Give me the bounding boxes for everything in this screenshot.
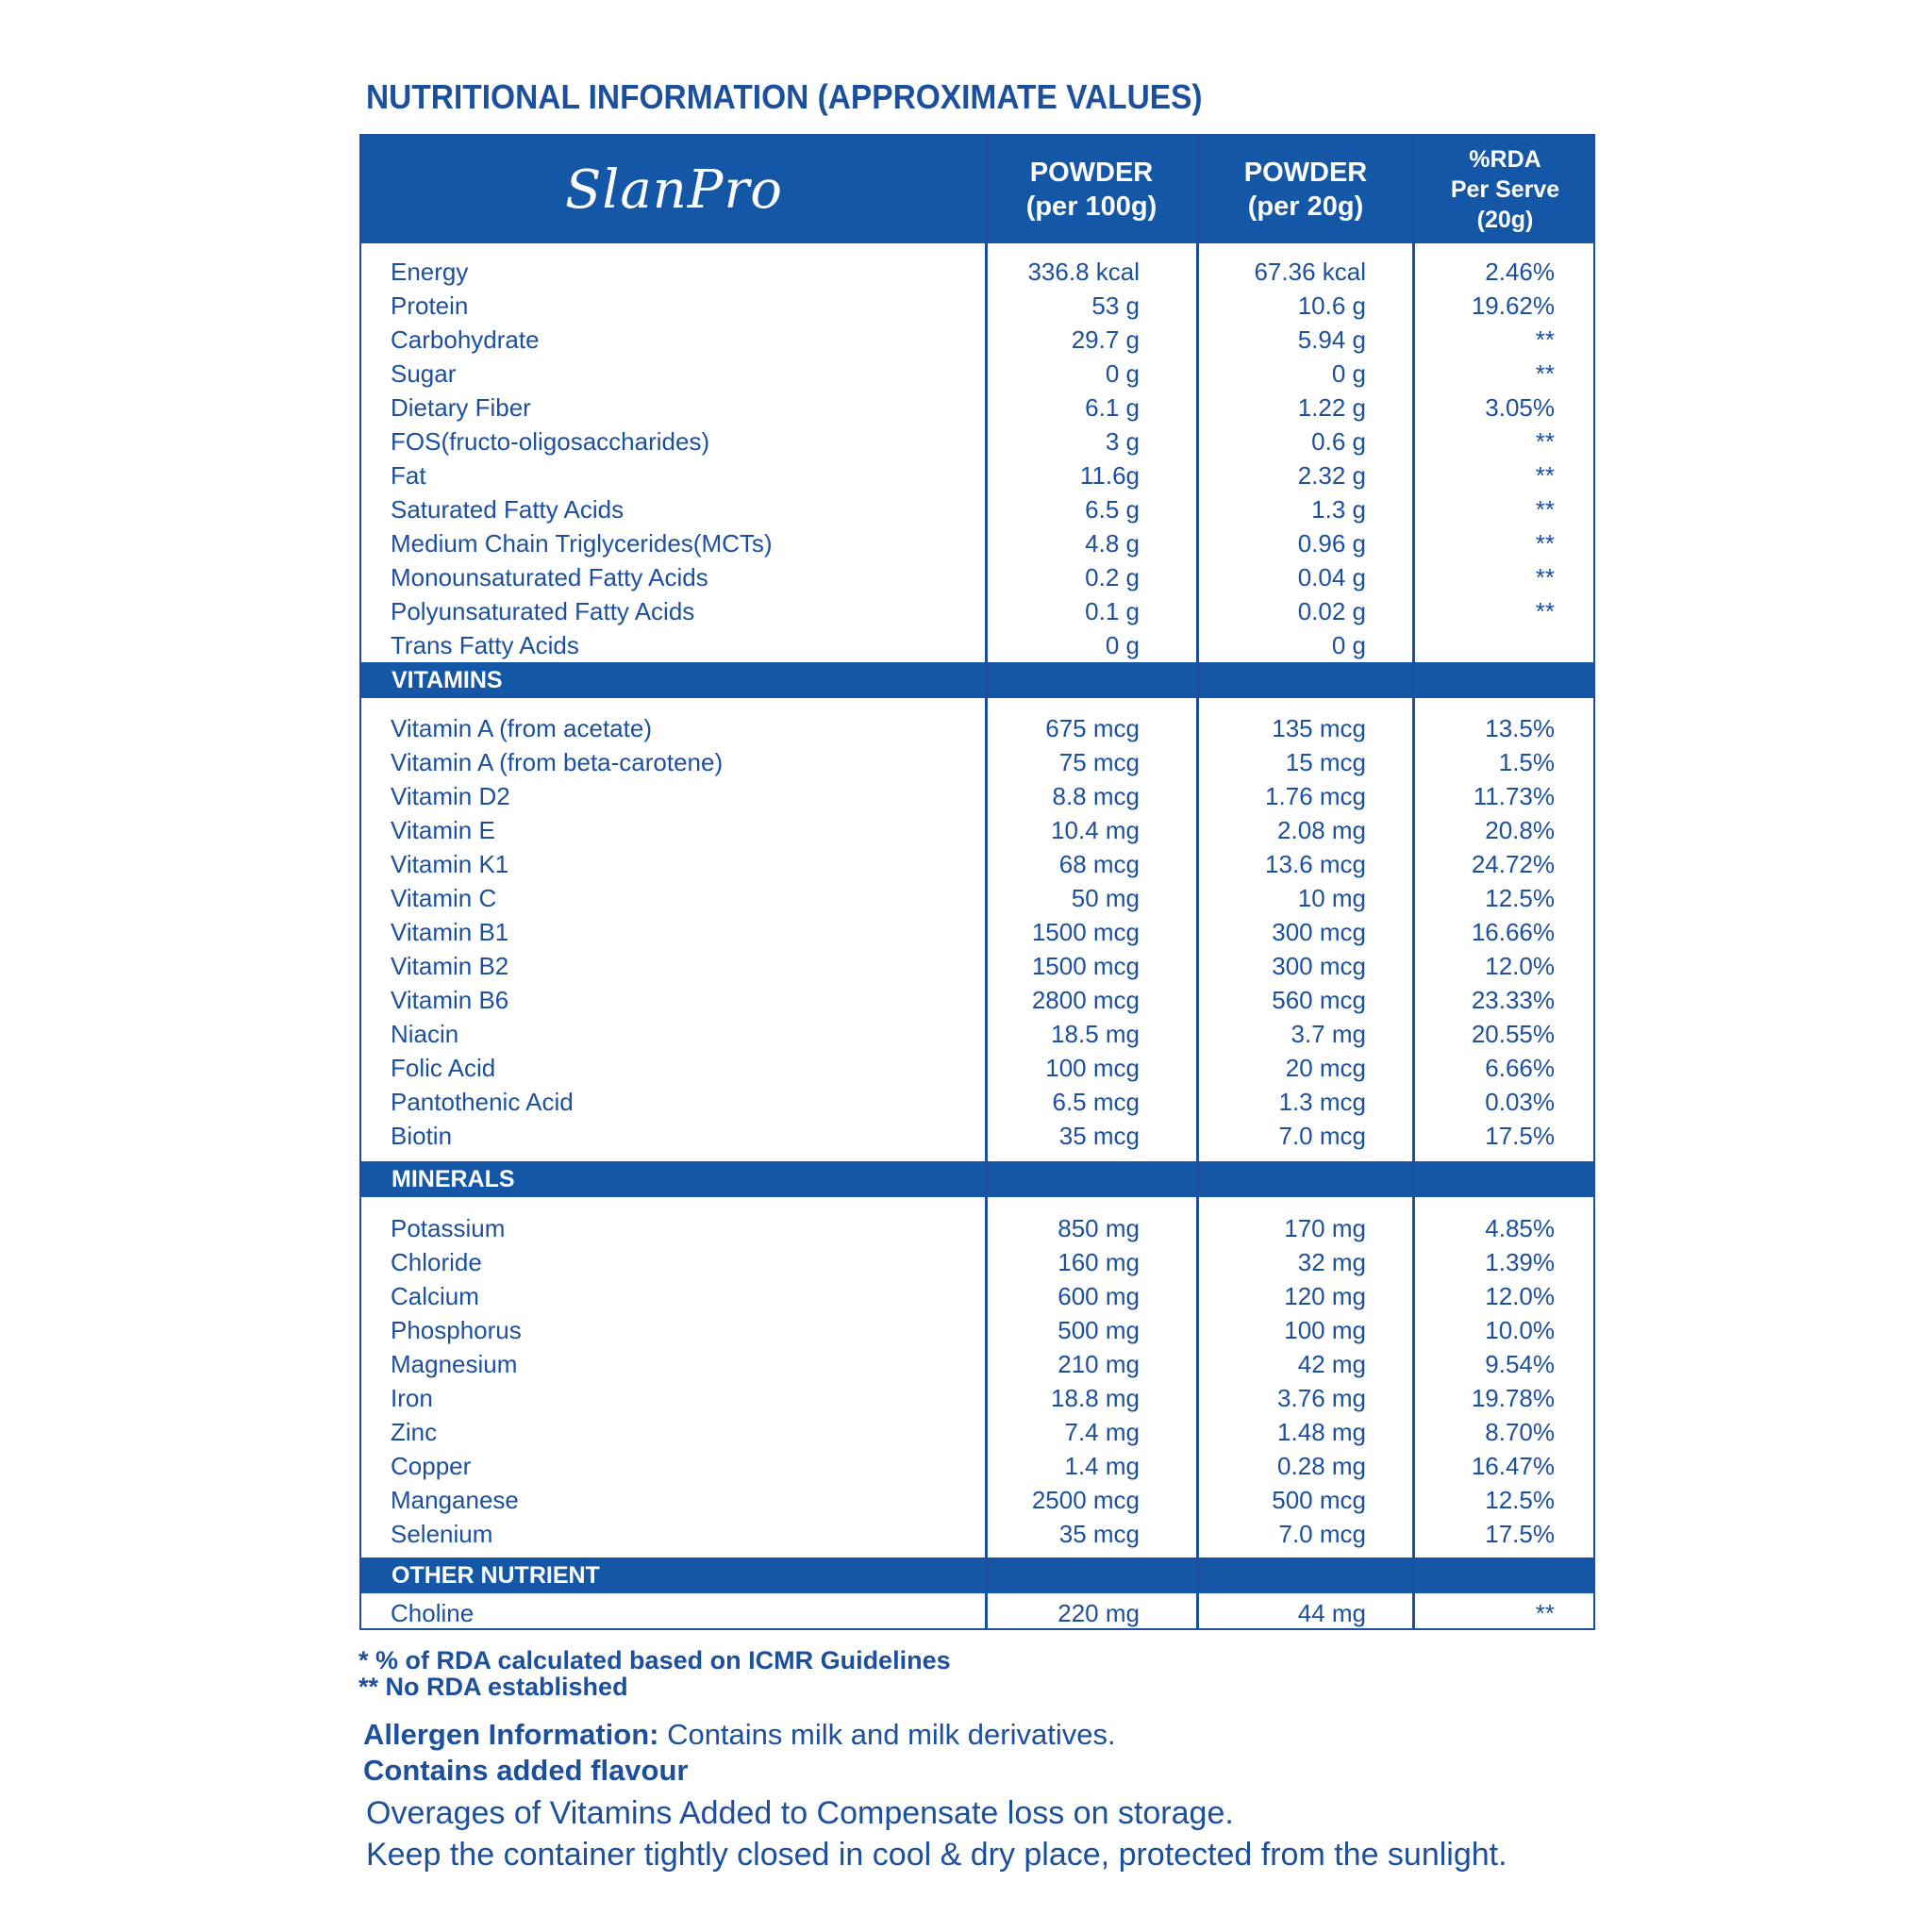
nutrient-name: Zinc (391, 1418, 438, 1446)
value-per-20g: 170 mg (1284, 1214, 1366, 1242)
value-rda: 19.78% (1471, 1384, 1555, 1412)
nutrient-name: Vitamin E (391, 816, 495, 844)
value-per-20g: 100 mg (1284, 1316, 1366, 1344)
table-row (361, 1415, 1593, 1449)
value-per-20g: 1.3 g (1311, 495, 1366, 524)
value-per-100g: 35 mcg (1058, 1122, 1140, 1150)
nutrient-name: Niacin (391, 1020, 459, 1048)
value-per-100g: 2800 mcg (1031, 986, 1140, 1014)
table-row (361, 881, 1593, 915)
nutrient-name: Biotin (391, 1122, 453, 1150)
value-per-100g: 336.8 kcal (1027, 258, 1140, 286)
nutrient-name: Choline (391, 1599, 475, 1627)
allergen-info (363, 1717, 1116, 1789)
value-per-100g: 8.8 mcg (1052, 782, 1140, 810)
value-per-20g: 15 mcg (1285, 748, 1366, 776)
nutrient-name: Calcium (391, 1282, 479, 1310)
value-rda: 24.72% (1471, 850, 1555, 878)
value-rda: ** (1535, 427, 1555, 456)
value-per-20g: 0 g (1331, 631, 1366, 659)
value-per-100g: 500 mg (1058, 1316, 1140, 1344)
value-rda: ** (1535, 495, 1555, 524)
value-per-100g: 600 mg (1058, 1282, 1140, 1310)
value-per-20g: 2.32 g (1297, 461, 1366, 490)
value-per-20g: 10 mg (1297, 884, 1366, 912)
value-per-20g: 44 mg (1297, 1599, 1366, 1627)
nutrient-name: Folic Acid (391, 1054, 496, 1082)
column-divider (1412, 136, 1415, 1628)
table-header (361, 136, 1593, 243)
vitamin-rows (361, 711, 1593, 1153)
value-rda: ** (1535, 325, 1555, 354)
table-row (361, 492, 1593, 526)
value-rda: 23.33% (1471, 986, 1555, 1014)
section-other-nutrient: OTHER NUTRIENT (361, 1557, 1593, 1593)
value-rda: 0.03% (1485, 1088, 1555, 1116)
nutrient-name: Energy (391, 258, 469, 286)
value-rda: 17.5% (1485, 1122, 1555, 1150)
value-per-20g: 67.36 kcal (1254, 258, 1366, 286)
table-row (361, 1017, 1593, 1051)
table-row (361, 458, 1593, 492)
value-per-20g: 7.0 mcg (1278, 1122, 1366, 1150)
value-per-100g: 675 mcg (1045, 714, 1140, 742)
table-row (361, 1596, 1593, 1630)
value-per-100g: 6.5 mcg (1052, 1088, 1140, 1116)
value-rda: 19.62% (1471, 291, 1555, 320)
table-row (361, 915, 1593, 949)
table-row (361, 983, 1593, 1017)
brand-logo: SlanPro (565, 158, 783, 221)
value-per-100g: 11.6g (1079, 461, 1140, 490)
value-per-100g: 100 mcg (1045, 1054, 1140, 1082)
value-per-100g: 0 g (1105, 359, 1140, 388)
table-row (361, 594, 1593, 628)
value-per-100g: 4.8 g (1085, 529, 1140, 558)
value-per-100g: 1500 mcg (1031, 952, 1140, 980)
value-rda: 17.5% (1485, 1520, 1555, 1548)
value-per-100g: 210 mg (1058, 1350, 1140, 1378)
value-rda: 13.5% (1485, 714, 1555, 742)
table-row (361, 1449, 1593, 1483)
table-row (361, 745, 1593, 779)
nutrient-name: Monounsaturated Fatty Acids (391, 563, 708, 591)
table-row (361, 1313, 1593, 1347)
value-per-20g: 1.48 mg (1277, 1418, 1366, 1446)
value-per-100g: 10.4 mg (1051, 816, 1140, 844)
nutrient-name: Potassium (391, 1214, 506, 1242)
value-rda: 8.70% (1485, 1418, 1555, 1446)
nutrient-name: Pantothenic Acid (391, 1088, 574, 1116)
value-per-20g: 300 mcg (1272, 952, 1366, 980)
footnote-no-rda: ** No RDA established (358, 1673, 628, 1701)
value-per-100g: 7.4 mg (1064, 1418, 1140, 1446)
value-rda: 20.8% (1485, 816, 1555, 844)
table-row (361, 391, 1593, 425)
value-per-20g: 560 mcg (1272, 986, 1366, 1014)
value-rda: 12.0% (1485, 1282, 1555, 1310)
table-row (361, 323, 1593, 357)
value-per-100g: 50 mg (1071, 884, 1140, 912)
nutrient-name: Dietary Fiber (391, 393, 531, 422)
value-rda: 20.55% (1471, 1020, 1555, 1048)
value-per-20g: 0.96 g (1297, 529, 1366, 558)
column-divider (1196, 136, 1199, 1628)
value-per-100g: 6.1 g (1085, 393, 1140, 422)
nutrient-name: Polyunsaturated Fatty Acids (391, 597, 695, 625)
nutrient-name: Vitamin A (from beta-carotene) (391, 748, 724, 776)
value-per-20g: 5.94 g (1297, 325, 1366, 354)
table-row (361, 560, 1593, 594)
nutrient-name: Protein (391, 291, 469, 320)
value-rda: ** (1535, 359, 1555, 388)
nutrient-name: Selenium (391, 1520, 493, 1548)
value-per-100g: 850 mg (1058, 1214, 1140, 1242)
value-per-20g: 0.04 g (1297, 563, 1366, 591)
value-rda: 1.39% (1485, 1248, 1555, 1276)
value-rda: 9.54% (1485, 1350, 1555, 1378)
overages-note: Overages of Vitamins Added to Compensate loss on storage. (366, 1795, 1234, 1831)
value-per-20g: 1.3 mcg (1278, 1088, 1366, 1116)
table-row (361, 1381, 1593, 1415)
general-rows (361, 255, 1593, 662)
table-row (361, 255, 1593, 289)
allergen-text: Contains milk and milk derivatives. (658, 1718, 1116, 1751)
value-rda: 16.47% (1471, 1452, 1555, 1480)
nutrient-name: FOS(fructo-oligosaccharides) (391, 427, 710, 456)
value-rda: ** (1535, 1599, 1555, 1627)
table-row (361, 1517, 1593, 1551)
value-rda: 12.5% (1485, 1486, 1555, 1514)
header-rda: %RDA Per Serve (20g) (1450, 146, 1560, 233)
nutrient-name: Vitamin D2 (391, 782, 510, 810)
value-per-20g: 0.6 g (1311, 427, 1366, 456)
table-row (361, 813, 1593, 847)
value-per-20g: 0.28 mg (1277, 1452, 1366, 1480)
value-rda: 12.0% (1485, 952, 1555, 980)
table-row (361, 847, 1593, 881)
nutrition-table (359, 134, 1595, 1630)
nutrient-name: Trans Fatty Acids (391, 631, 579, 659)
nutrient-name: Vitamin K1 (391, 850, 509, 878)
nutrient-name: Vitamin B1 (391, 918, 509, 946)
page-title: NUTRITIONAL INFORMATION (APPROXIMATE VALUES) (366, 77, 1203, 116)
header-per-20g: POWDER (per 20g) (1243, 158, 1368, 222)
rda-footnotes (358, 1647, 951, 1700)
value-per-20g: 300 mcg (1272, 918, 1366, 946)
header-per-100g: POWDER (per 100g) (1025, 158, 1158, 222)
nutrient-name: Fat (391, 461, 426, 490)
nutrient-name: Copper (391, 1452, 472, 1480)
footnote-icmr: * % of RDA calculated based on ICMR Guidelines (358, 1646, 951, 1674)
nutrient-name: Sugar (391, 359, 457, 388)
value-per-100g: 160 mg (1058, 1248, 1140, 1276)
value-per-20g: 3.7 mg (1291, 1020, 1366, 1048)
table-row (361, 1085, 1593, 1119)
nutrient-name: Phosphorus (391, 1316, 522, 1344)
table-row (361, 1245, 1593, 1279)
storage-note: Keep the container tightly closed in cool & dry place, protected from the sunlight. (366, 1837, 1507, 1873)
table-row (361, 526, 1593, 560)
value-rda: 12.5% (1485, 884, 1555, 912)
nutrient-name: Vitamin A (from acetate) (391, 714, 652, 742)
value-per-100g: 29.7 g (1071, 325, 1140, 354)
nutrient-name: Iron (391, 1384, 433, 1412)
table-row (361, 289, 1593, 323)
value-per-20g: 13.6 mcg (1265, 850, 1366, 878)
table-row (361, 628, 1593, 662)
value-per-100g: 18.8 mg (1051, 1384, 1140, 1412)
nutrient-name: Vitamin C (391, 884, 497, 912)
value-per-20g: 3.76 mg (1277, 1384, 1366, 1412)
value-per-100g: 220 mg (1058, 1599, 1140, 1627)
table-row (361, 425, 1593, 458)
value-rda: 10.0% (1485, 1316, 1555, 1344)
other-rows (361, 1596, 1593, 1630)
value-per-20g: 2.08 mg (1277, 816, 1366, 844)
value-per-20g: 1.22 g (1297, 393, 1366, 422)
value-per-20g: 135 mcg (1272, 714, 1366, 742)
table-row (361, 779, 1593, 813)
nutrient-name: Vitamin B6 (391, 986, 509, 1014)
flavour-note: Contains added flavour (363, 1754, 689, 1787)
value-per-20g: 120 mg (1284, 1282, 1366, 1310)
value-per-100g: 53 g (1091, 291, 1140, 320)
value-per-100g: 18.5 mg (1051, 1020, 1140, 1048)
value-rda: 11.73% (1473, 782, 1555, 810)
value-rda: 1.5% (1498, 748, 1555, 776)
value-per-20g: 10.6 g (1297, 291, 1366, 320)
value-rda: ** (1535, 597, 1555, 625)
value-per-20g: 0.02 g (1297, 597, 1366, 625)
value-rda: 3.05% (1485, 393, 1555, 422)
value-rda: 16.66% (1471, 918, 1555, 946)
value-per-20g: 500 mcg (1272, 1486, 1366, 1514)
value-per-100g: 0.2 g (1085, 563, 1140, 591)
value-per-100g: 0 g (1105, 631, 1140, 659)
value-per-20g: 7.0 mcg (1278, 1520, 1366, 1548)
nutrient-name: Medium Chain Triglycerides(MCTs) (391, 529, 773, 558)
value-per-100g: 68 mcg (1058, 850, 1140, 878)
value-per-20g: 20 mcg (1285, 1054, 1366, 1082)
value-rda: 6.66% (1485, 1054, 1555, 1082)
nutrient-name: Vitamin B2 (391, 952, 509, 980)
table-row (361, 1051, 1593, 1085)
allergen-label: Allergen Information: (363, 1718, 659, 1751)
value-rda: ** (1535, 529, 1555, 558)
value-per-20g: 32 mg (1297, 1248, 1366, 1276)
table-row (361, 1279, 1593, 1313)
value-per-20g: 0 g (1331, 359, 1366, 388)
storage-info (366, 1792, 1507, 1875)
nutrient-name: Carbohydrate (391, 325, 540, 354)
nutrient-name: Saturated Fatty Acids (391, 495, 625, 524)
nutrient-name: Manganese (391, 1486, 519, 1514)
mineral-rows (361, 1211, 1593, 1551)
section-minerals: MINERALS (361, 1161, 1593, 1197)
table-row (361, 1119, 1593, 1153)
value-per-100g: 75 mcg (1058, 748, 1140, 776)
value-per-100g: 1.4 mg (1064, 1452, 1140, 1480)
value-per-20g: 1.76 mcg (1265, 782, 1366, 810)
value-per-100g: 3 g (1105, 427, 1140, 456)
nutrient-name: Chloride (391, 1248, 482, 1276)
section-vitamins: VITAMINS (361, 662, 1593, 698)
value-per-100g: 0.1 g (1085, 597, 1140, 625)
value-rda: 2.46% (1485, 258, 1555, 286)
table-row (361, 1211, 1593, 1245)
table-row (361, 1347, 1593, 1381)
column-divider (985, 136, 988, 1628)
value-per-100g: 6.5 g (1085, 495, 1140, 524)
value-per-100g: 2500 mcg (1031, 1486, 1140, 1514)
value-rda: ** (1535, 461, 1555, 490)
value-per-20g: 42 mg (1297, 1350, 1366, 1378)
value-per-100g: 35 mcg (1058, 1520, 1140, 1548)
table-row (361, 711, 1593, 745)
table-row (361, 357, 1593, 391)
value-per-100g: 1500 mcg (1031, 918, 1140, 946)
nutrient-name: Magnesium (391, 1350, 518, 1378)
table-row (361, 1483, 1593, 1517)
table-row (361, 949, 1593, 983)
value-rda: ** (1535, 563, 1555, 591)
value-rda: 4.85% (1485, 1214, 1555, 1242)
